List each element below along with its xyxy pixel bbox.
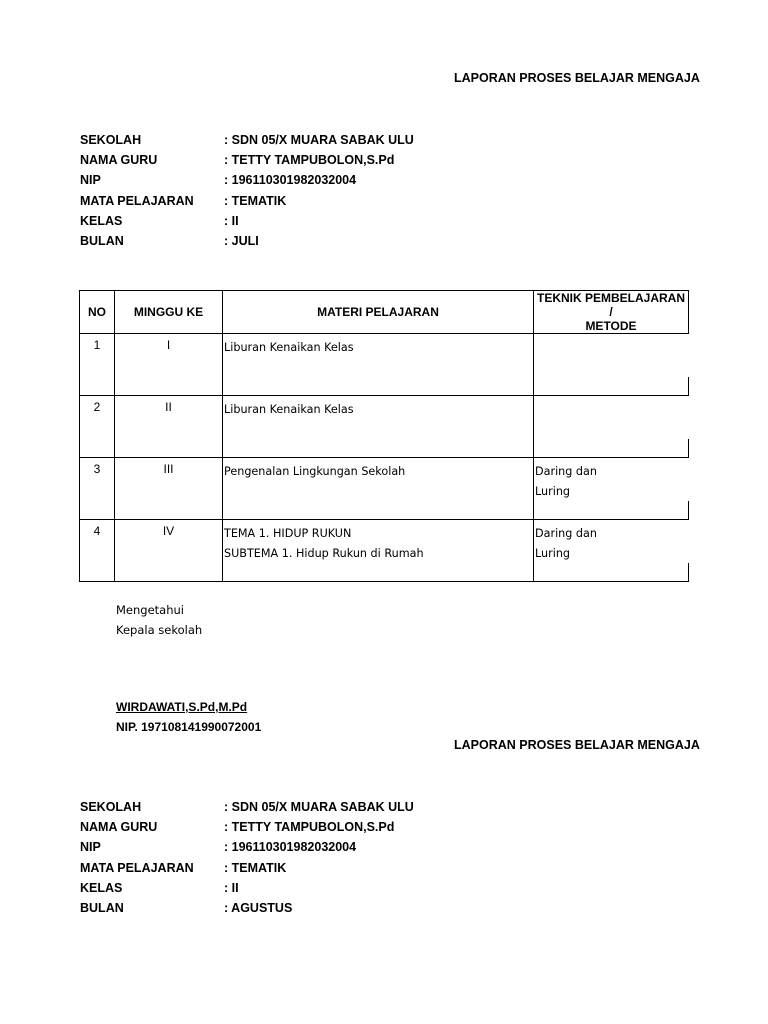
cell-materi xyxy=(223,458,534,520)
header-teknik-line1: TEKNIK PEMBELAJARAN / xyxy=(536,291,685,319)
info-label: KELAS xyxy=(80,213,123,228)
header-teknik-line2: METODE xyxy=(585,319,637,333)
cell-no: 1 xyxy=(80,334,115,396)
signature-acknowledgement xyxy=(116,600,202,640)
info-label: NAMA GURU xyxy=(80,820,158,835)
info-label: SEKOLAH xyxy=(80,800,142,814)
principal-nip: NIP. 197108141990072001 xyxy=(116,720,262,734)
info-value: : JULI xyxy=(224,233,259,248)
info-label: NIP xyxy=(80,840,101,855)
report-title: LAPORAN PROSES BELAJAR MENGAJA xyxy=(454,71,700,85)
materi-line: TEMA 1. HIDUP RUKUN xyxy=(224,527,352,540)
sign-line-kepala-sekolah: Kepala sekolah xyxy=(116,623,203,637)
cell-border-tick xyxy=(688,501,689,519)
header-no: NO xyxy=(80,291,115,334)
info-value: : TETTY TAMPUBOLON,S.Pd xyxy=(224,820,395,835)
info-label: MATA PELAJARAN xyxy=(80,193,194,208)
cell-teknik xyxy=(534,396,689,458)
info-value: : AGUSTUS xyxy=(224,900,293,915)
info-value: : II xyxy=(224,213,239,228)
info-value: : 196110301982032004 xyxy=(224,840,357,855)
signature-name-block xyxy=(116,697,261,737)
info-value: : SDN 05/X MUARA SABAK ULU xyxy=(224,133,414,147)
table-row xyxy=(80,334,689,396)
cell-border-tick xyxy=(688,439,689,457)
info-label: NIP xyxy=(80,173,101,188)
cell-materi xyxy=(223,334,534,396)
info-value: : SDN 05/X MUARA SABAK ULU xyxy=(224,800,414,814)
info-label: NAMA GURU xyxy=(80,153,158,168)
cell-minggu: I xyxy=(115,334,223,396)
teknik-line: Luring xyxy=(535,547,571,560)
cell-materi xyxy=(223,520,534,582)
materi-line: SUBTEMA 1. Hidup Rukun di Rumah xyxy=(224,547,424,560)
materi-line: Pengenalan Lingkungan Sekolah xyxy=(224,465,406,478)
cell-minggu: II xyxy=(115,396,223,458)
table-row xyxy=(80,396,689,458)
info-value: : TEMATIK xyxy=(224,860,287,875)
materi-line: Liburan Kenaikan Kelas xyxy=(224,403,354,416)
cell-teknik xyxy=(534,334,689,396)
table-row xyxy=(80,458,689,520)
teknik-line: Luring xyxy=(535,485,571,498)
header-minggu-ke: MINGGU KE xyxy=(115,291,223,334)
info-label: BULAN xyxy=(80,900,124,915)
report-title: LAPORAN PROSES BELAJAR MENGAJA xyxy=(454,738,700,752)
info-label: BULAN xyxy=(80,233,124,248)
info-label: KELAS xyxy=(80,880,123,895)
materi-line: Liburan Kenaikan Kelas xyxy=(224,341,354,354)
cell-teknik xyxy=(534,458,689,520)
cell-border-tick xyxy=(688,563,689,581)
cell-minggu: IV xyxy=(115,520,223,582)
teknik-line: Daring dan xyxy=(535,465,597,478)
cell-no: 3 xyxy=(80,458,115,520)
cell-no: 4 xyxy=(80,520,115,582)
header-materi-pelajaran: MATERI PELAJARAN xyxy=(223,291,534,334)
cell-materi xyxy=(223,396,534,458)
cell-teknik xyxy=(534,520,689,582)
table-row xyxy=(80,520,689,582)
info-label: SEKOLAH xyxy=(80,133,142,147)
cell-minggu: III xyxy=(115,458,223,520)
principal-name: WIRDAWATI,S.Pd,M.Pd xyxy=(116,700,248,714)
sign-line-mengetahui: Mengetahui xyxy=(116,603,184,617)
info-value: : II xyxy=(224,880,239,895)
teknik-line: Daring dan xyxy=(535,527,597,540)
info-label: MATA PELAJARAN xyxy=(80,860,194,875)
info-value: : TEMATIK xyxy=(224,193,287,208)
info-value: : 196110301982032004 xyxy=(224,173,357,188)
cell-border-tick xyxy=(688,377,689,395)
lesson-table xyxy=(79,290,689,582)
cell-no: 2 xyxy=(80,396,115,458)
info-value: : TETTY TAMPUBOLON,S.Pd xyxy=(224,153,395,168)
table-header-row xyxy=(80,291,689,334)
header-teknik-pembelajaran xyxy=(534,291,689,334)
